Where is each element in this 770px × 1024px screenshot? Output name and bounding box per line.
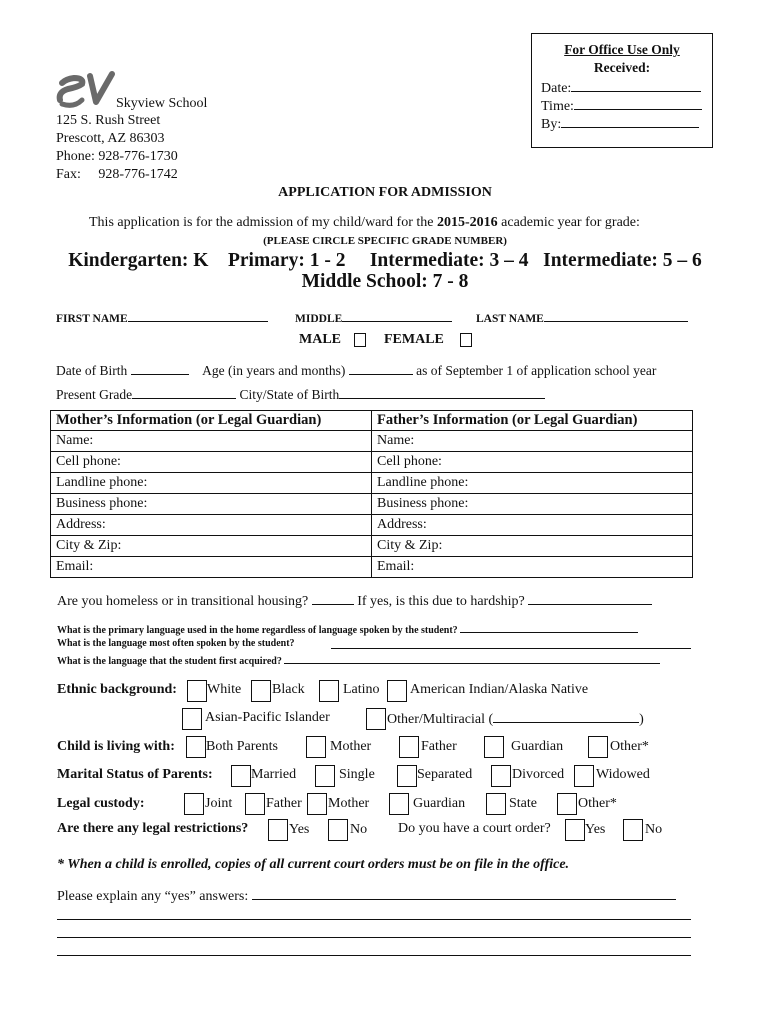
father-email[interactable]: Email: xyxy=(372,557,693,578)
office-title: For Office Use Only xyxy=(564,42,680,57)
present-grade-field[interactable] xyxy=(132,386,236,399)
marital-single-checkbox[interactable] xyxy=(315,765,335,787)
ethnic-other-close: ) xyxy=(639,712,644,727)
restrictions-label: Are there any legal restrictions? xyxy=(57,821,249,836)
first-name-field[interactable] xyxy=(128,309,268,322)
marital-separated-label: Separated xyxy=(417,767,473,782)
father-address[interactable]: Address: xyxy=(372,515,693,536)
mother-name[interactable]: Name: xyxy=(51,431,372,452)
school-city: Prescott, AZ 86303 xyxy=(56,131,165,146)
female-label: FEMALE xyxy=(384,332,444,347)
custody-state-label: State xyxy=(509,796,537,811)
school-name: Skyview School xyxy=(116,96,208,111)
first-name-label: FIRST NAME xyxy=(56,313,128,325)
school-fax: Fax: 928-776-1742 xyxy=(56,167,178,182)
mother-email[interactable]: Email: xyxy=(51,557,372,578)
first-language-question: What is the language that the student first acquired? xyxy=(57,656,282,667)
living-mother-checkbox[interactable] xyxy=(306,736,326,758)
ethnic-asian-checkbox[interactable] xyxy=(182,708,202,730)
court-order-no-checkbox[interactable] xyxy=(623,819,643,841)
explain-field-2[interactable] xyxy=(57,919,691,920)
ethnic-other-field[interactable] xyxy=(493,710,639,723)
parents-table xyxy=(50,410,693,578)
living-other-label: Other* xyxy=(610,739,649,754)
explain-field-3[interactable] xyxy=(57,937,691,938)
custody-joint-checkbox[interactable] xyxy=(184,793,204,815)
living-mother-label: Mother xyxy=(330,739,372,754)
court-order-yes-label: Yes xyxy=(585,822,606,837)
intro-year: 2015-2016 xyxy=(436,215,498,230)
ethnic-other-checkbox[interactable] xyxy=(366,708,386,730)
school-logo xyxy=(56,70,120,112)
custody-joint-label: Joint xyxy=(205,796,233,811)
primary-language-question: What is the primary language used in the home regardless of language spoken by the student? xyxy=(57,625,458,636)
father-city-zip[interactable]: City & Zip: xyxy=(372,536,693,557)
explain-field-1[interactable] xyxy=(252,887,676,900)
living-guardian-label: Guardian xyxy=(511,739,564,754)
father-landline[interactable]: Landline phone: xyxy=(372,473,693,494)
ethnic-black-label: Black xyxy=(272,682,305,697)
school-phone: Phone: 928-776-1730 xyxy=(56,149,178,164)
first-language-field[interactable] xyxy=(284,654,660,664)
restrictions-yes-label: Yes xyxy=(289,822,310,837)
marital-widowed-label: Widowed xyxy=(596,767,650,782)
ethnic-label: Ethnic background: xyxy=(57,682,177,697)
living-other-checkbox[interactable] xyxy=(588,736,608,758)
ethnic-white-label: White xyxy=(207,682,242,697)
custody-other-label: Other* xyxy=(578,796,617,811)
marital-widowed-checkbox[interactable] xyxy=(574,765,594,787)
school-street: 125 S. Rush Street xyxy=(56,113,161,128)
mother-city-zip[interactable]: City & Zip: xyxy=(51,536,372,557)
intro-post: academic year for grade: xyxy=(497,215,640,230)
court-order-question: Do you have a court order? xyxy=(398,821,551,836)
custody-guardian-label: Guardian xyxy=(413,796,466,811)
marital-married-checkbox[interactable] xyxy=(231,765,251,787)
male-label: MALE xyxy=(299,332,341,347)
office-time-field[interactable] xyxy=(574,97,702,110)
ethnic-asian-label: Asian-Pacific Islander xyxy=(205,710,330,725)
marital-married-label: Married xyxy=(251,767,297,782)
present-grade-label: Present Grade xyxy=(56,387,133,402)
office-use-box xyxy=(531,33,713,148)
last-name-field[interactable] xyxy=(544,309,688,322)
mother-business[interactable]: Business phone: xyxy=(51,494,372,515)
explain-field-4[interactable] xyxy=(57,955,691,956)
dob-label: Date of Birth xyxy=(56,363,128,378)
living-both-label: Both Parents xyxy=(206,739,278,754)
marital-divorced-checkbox[interactable] xyxy=(491,765,511,787)
custody-father-checkbox[interactable] xyxy=(245,793,265,815)
homeless-field[interactable] xyxy=(312,592,354,605)
marital-separated-checkbox[interactable] xyxy=(397,765,417,787)
marital-label: Marital Status of Parents: xyxy=(57,767,213,782)
father-business[interactable]: Business phone: xyxy=(372,494,693,515)
explain-label: Please explain any “yes” answers: xyxy=(57,889,249,904)
father-name[interactable]: Name: xyxy=(372,431,693,452)
hardship-field[interactable] xyxy=(528,592,652,605)
spoken-language-question: What is the language most often spoken by the student? xyxy=(57,638,295,649)
ethnic-native-label: American Indian/Alaska Native xyxy=(410,682,589,697)
ethnic-native-checkbox[interactable] xyxy=(387,680,407,702)
hardship-question: If yes, is this due to hardship? xyxy=(357,594,525,609)
living-label: Child is living with: xyxy=(57,739,175,754)
middle-name-field[interactable] xyxy=(342,309,452,322)
age-label: Age (in years and months) xyxy=(202,363,346,378)
ethnic-white-checkbox[interactable] xyxy=(187,680,207,702)
female-checkbox[interactable] xyxy=(460,333,472,347)
homeless-question: Are you homeless or in transitional housing? xyxy=(57,594,309,609)
intro-pre: This application is for the admission of my child/ward for the xyxy=(89,215,437,230)
custody-guardian-checkbox[interactable] xyxy=(389,793,409,815)
custody-other-checkbox[interactable] xyxy=(557,793,577,815)
court-order-yes-checkbox[interactable] xyxy=(565,819,585,841)
office-date-field[interactable] xyxy=(571,79,701,92)
custody-father-label: Father xyxy=(266,796,302,811)
city-birth-label: City/State of Birth xyxy=(239,387,340,402)
ethnic-latino-label: Latino xyxy=(343,682,380,697)
ethnic-latino-checkbox[interactable] xyxy=(319,680,339,702)
marital-single-label: Single xyxy=(339,767,375,782)
office-by-label: By: xyxy=(541,117,562,132)
grade-middle-school[interactable]: Middle School: 7 - 8 xyxy=(301,271,469,292)
marital-divorced-label: Divorced xyxy=(512,767,565,782)
as-of-label: as of September 1 of application school year xyxy=(416,363,657,378)
restrictions-yes-checkbox[interactable] xyxy=(268,819,288,841)
living-father-label: Father xyxy=(421,739,457,754)
logo-text: SV xyxy=(56,70,58,71)
living-father-checkbox[interactable] xyxy=(399,736,419,758)
city-birth-field[interactable] xyxy=(339,386,545,399)
primary-language-field[interactable] xyxy=(460,623,638,633)
court-order-no-label: No xyxy=(645,822,663,837)
custody-mother-checkbox[interactable] xyxy=(307,793,327,815)
spoken-language-field[interactable] xyxy=(331,648,691,649)
office-date-label: Date: xyxy=(541,81,572,96)
mother-header: Mother’s Information (or Legal Guardian) xyxy=(51,411,372,431)
mother-address[interactable]: Address: xyxy=(51,515,372,536)
middle-name-label: MIDDLE xyxy=(295,313,343,325)
age-field[interactable] xyxy=(349,362,413,375)
living-both-checkbox[interactable] xyxy=(186,736,206,758)
form-title: APPLICATION FOR ADMISSION xyxy=(278,185,492,200)
male-checkbox[interactable] xyxy=(354,333,366,347)
custody-state-checkbox[interactable] xyxy=(486,793,506,815)
father-header: Father’s Information (or Legal Guardian) xyxy=(372,411,693,431)
grade-note: (PLEASE CIRCLE SPECIFIC GRADE NUMBER) xyxy=(263,235,507,247)
mother-cell[interactable]: Cell phone: xyxy=(51,452,372,473)
intro-text xyxy=(89,215,640,231)
restrictions-no-checkbox[interactable] xyxy=(328,819,348,841)
living-guardian-checkbox[interactable] xyxy=(484,736,504,758)
mother-landline[interactable]: Landline phone: xyxy=(51,473,372,494)
office-received: Received: xyxy=(593,60,651,75)
office-by-field[interactable] xyxy=(561,115,699,128)
last-name-label: LAST NAME xyxy=(476,313,544,325)
custody-mother-label: Mother xyxy=(328,796,370,811)
court-orders-notice: * When a child is enrolled, copies of all current court orders must be on file in the office. xyxy=(57,857,570,872)
dob-field[interactable] xyxy=(131,362,189,375)
father-cell[interactable]: Cell phone: xyxy=(372,452,693,473)
ethnic-black-checkbox[interactable] xyxy=(251,680,271,702)
ethnic-other-label: Other/Multiracial ( xyxy=(387,712,494,727)
restrictions-no-label: No xyxy=(350,822,368,837)
custody-label: Legal custody: xyxy=(57,796,145,811)
office-time-label: Time: xyxy=(541,99,574,114)
grade-options[interactable]: Kindergarten: K Primary: 1 - 2 Intermediate: 3 – 4 Intermediate: 5 – 6 xyxy=(68,250,702,271)
